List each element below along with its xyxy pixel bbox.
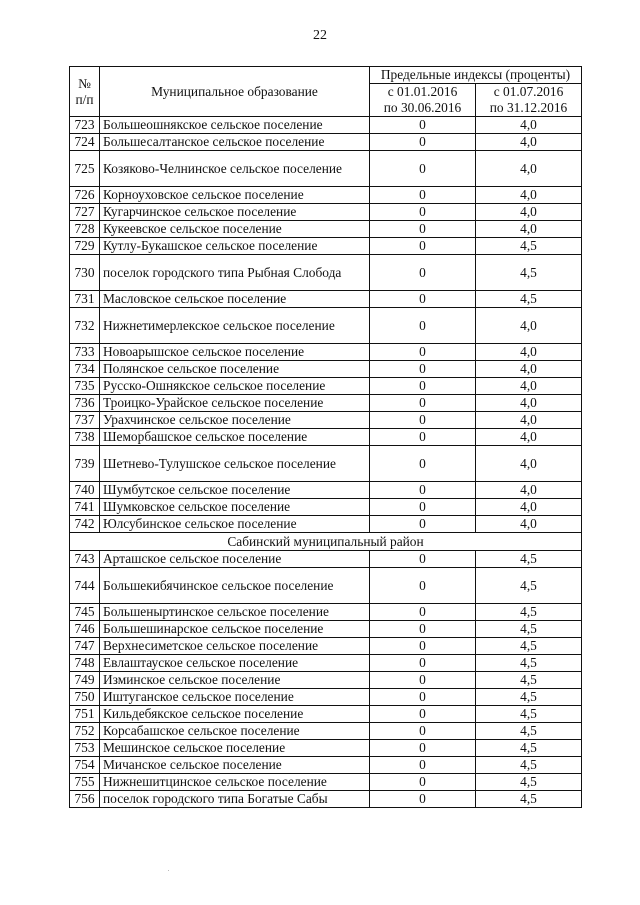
row-value-period-1: 0 [370, 308, 476, 344]
row-number: 741 [70, 499, 100, 516]
row-value-period-1: 0 [370, 446, 476, 482]
table-row [70, 395, 582, 412]
row-number: 754 [70, 757, 100, 774]
row-number: 734 [70, 361, 100, 378]
row-number: 736 [70, 395, 100, 412]
indices-table [69, 66, 582, 808]
row-number: 756 [70, 791, 100, 808]
row-number: 731 [70, 291, 100, 308]
table-row [70, 344, 582, 361]
row-value-period-2: 4,0 [476, 429, 582, 446]
row-name: Кильдебякское сельское поселение [100, 706, 370, 723]
row-name: Кукеевское сельское поселение [100, 221, 370, 238]
row-number: 749 [70, 672, 100, 689]
table-row [70, 238, 582, 255]
row-value-period-2: 4,5 [476, 774, 582, 791]
row-name: Русско-Ошнякское сельское поселение [100, 378, 370, 395]
header-name: Муниципальное образование [100, 67, 370, 117]
row-number: 739 [70, 446, 100, 482]
row-value-period-2: 4,5 [476, 706, 582, 723]
row-number: 728 [70, 221, 100, 238]
row-value-period-2: 4,5 [476, 568, 582, 604]
row-name: Большекибячинское сельское поселение [100, 568, 370, 604]
row-value-period-2: 4,5 [476, 238, 582, 255]
page-number: 22 [313, 28, 327, 43]
row-value-period-2: 4,5 [476, 791, 582, 808]
row-name: Большесалтанское сельское поселение [100, 134, 370, 151]
row-number: 752 [70, 723, 100, 740]
row-number: 747 [70, 638, 100, 655]
row-number: 729 [70, 238, 100, 255]
row-value-period-1: 0 [370, 482, 476, 499]
table-row [70, 446, 582, 482]
row-value-period-1: 0 [370, 204, 476, 221]
row-number: 732 [70, 308, 100, 344]
row-value-period-2: 4,0 [476, 187, 582, 204]
table-row [70, 151, 582, 187]
row-number: 750 [70, 689, 100, 706]
table-body-b [70, 551, 582, 808]
table-row [70, 221, 582, 238]
row-value-period-1: 0 [370, 689, 476, 706]
row-name: Шеморбашское сельское поселение [100, 429, 370, 446]
row-number: 737 [70, 412, 100, 429]
table-row [70, 482, 582, 499]
row-value-period-2: 4,5 [476, 689, 582, 706]
row-value-period-2: 4,5 [476, 638, 582, 655]
table-row [70, 255, 582, 291]
row-name: Троицко-Урайское сельское поселение [100, 395, 370, 412]
row-number: 735 [70, 378, 100, 395]
row-number: 730 [70, 255, 100, 291]
row-name: Шумковское сельское поселение [100, 499, 370, 516]
row-name: Иштуганское сельское поселение [100, 689, 370, 706]
row-value-period-2: 4,0 [476, 361, 582, 378]
header-row-1 [70, 67, 582, 84]
row-value-period-1: 0 [370, 412, 476, 429]
row-value-period-2: 4,5 [476, 672, 582, 689]
table-row [70, 621, 582, 638]
row-value-period-2: 4,5 [476, 740, 582, 757]
row-name: поселок городского типа Богатые Сабы [100, 791, 370, 808]
table-row [70, 551, 582, 568]
row-value-period-1: 0 [370, 117, 476, 134]
row-value-period-1: 0 [370, 740, 476, 757]
row-number: 725 [70, 151, 100, 187]
row-name: Корсабашское сельское поселение [100, 723, 370, 740]
row-name: Мешинское сельское поселение [100, 740, 370, 757]
row-number: 740 [70, 482, 100, 499]
row-value-period-2: 4,0 [476, 516, 582, 533]
table-row [70, 638, 582, 655]
header-indices: Предельные индексы (проценты) [370, 67, 582, 84]
table-row [70, 757, 582, 774]
table-row [70, 361, 582, 378]
row-number: 727 [70, 204, 100, 221]
header-num: № п/п [70, 67, 100, 117]
row-value-period-1: 0 [370, 291, 476, 308]
row-value-period-1: 0 [370, 429, 476, 446]
table-body-a [70, 117, 582, 533]
row-number: 724 [70, 134, 100, 151]
table-row [70, 134, 582, 151]
row-name: Корноуховское сельское поселение [100, 187, 370, 204]
table-row [70, 568, 582, 604]
row-value-period-1: 0 [370, 238, 476, 255]
table-row [70, 412, 582, 429]
header-period-1: с 01.01.2016 по 30.06.2016 [370, 84, 476, 117]
row-number: 723 [70, 117, 100, 134]
table-row [70, 291, 582, 308]
row-value-period-2: 4,0 [476, 204, 582, 221]
row-name: Шетнево-Тулушское сельское поселение [100, 446, 370, 482]
table-row [70, 499, 582, 516]
table-row [70, 706, 582, 723]
row-value-period-2: 4,0 [476, 412, 582, 429]
scan-mark [168, 870, 169, 871]
row-name: Полянское сельское поселение [100, 361, 370, 378]
row-name: Большеныртинское сельское поселение [100, 604, 370, 621]
row-value-period-1: 0 [370, 361, 476, 378]
table-row [70, 308, 582, 344]
row-value-period-2: 4,5 [476, 655, 582, 672]
row-value-period-1: 0 [370, 757, 476, 774]
table-row [70, 204, 582, 221]
row-value-period-1: 0 [370, 621, 476, 638]
row-value-period-1: 0 [370, 516, 476, 533]
row-value-period-2: 4,0 [476, 482, 582, 499]
row-value-period-1: 0 [370, 551, 476, 568]
row-number: 753 [70, 740, 100, 757]
row-value-period-2: 4,5 [476, 551, 582, 568]
row-value-period-2: 4,0 [476, 117, 582, 134]
table-row [70, 655, 582, 672]
row-value-period-1: 0 [370, 187, 476, 204]
row-value-period-1: 0 [370, 774, 476, 791]
row-name: Шумбутское сельское поселение [100, 482, 370, 499]
table-row [70, 378, 582, 395]
row-name: Юлсубинское сельское поселение [100, 516, 370, 533]
row-name: Большеошнякское сельское поселение [100, 117, 370, 134]
row-value-period-1: 0 [370, 604, 476, 621]
row-name: Нижнешитцинское сельское поселение [100, 774, 370, 791]
table-row [70, 774, 582, 791]
row-value-period-2: 4,0 [476, 344, 582, 361]
row-value-period-2: 4,0 [476, 499, 582, 516]
row-name: Большешинарское сельское поселение [100, 621, 370, 638]
row-number: 744 [70, 568, 100, 604]
row-value-period-1: 0 [370, 706, 476, 723]
row-value-period-1: 0 [370, 672, 476, 689]
row-value-period-1: 0 [370, 723, 476, 740]
row-name: Нижнетимерлекское сельское поселение [100, 308, 370, 344]
row-value-period-2: 4,5 [476, 255, 582, 291]
table-row [70, 187, 582, 204]
row-name: Кутлу-Букашское сельское поселение [100, 238, 370, 255]
header-period-2: с 01.07.2016 по 31.12.2016 [476, 84, 582, 117]
row-name: Новоарышское сельское поселение [100, 344, 370, 361]
row-number: 742 [70, 516, 100, 533]
row-value-period-2: 4,0 [476, 151, 582, 187]
row-number: 738 [70, 429, 100, 446]
row-value-period-1: 0 [370, 378, 476, 395]
row-value-period-1: 0 [370, 791, 476, 808]
section-title: Сабинский муниципальный район [70, 533, 582, 551]
row-value-period-1: 0 [370, 499, 476, 516]
row-number: 726 [70, 187, 100, 204]
row-name: Изминское сельское поселение [100, 672, 370, 689]
table-row [70, 723, 582, 740]
row-name: Урахчинское сельское поселение [100, 412, 370, 429]
row-name: Арташское сельское поселение [100, 551, 370, 568]
table-row [70, 429, 582, 446]
row-value-period-2: 4,0 [476, 378, 582, 395]
row-number: 755 [70, 774, 100, 791]
row-number: 751 [70, 706, 100, 723]
row-value-period-1: 0 [370, 134, 476, 151]
row-number: 748 [70, 655, 100, 672]
section-row [70, 533, 582, 551]
row-value-period-2: 4,0 [476, 446, 582, 482]
row-value-period-2: 4,0 [476, 221, 582, 238]
row-value-period-1: 0 [370, 568, 476, 604]
table-row [70, 604, 582, 621]
row-name: поселок городского типа Рыбная Слобода [100, 255, 370, 291]
section-body [70, 533, 582, 551]
row-name: Верхнесиметское сельское поселение [100, 638, 370, 655]
table-row [70, 516, 582, 533]
table-row [70, 672, 582, 689]
table-row [70, 117, 582, 134]
row-value-period-2: 4,5 [476, 291, 582, 308]
row-number: 745 [70, 604, 100, 621]
table-row [70, 740, 582, 757]
row-value-period-2: 4,5 [476, 604, 582, 621]
row-value-period-1: 0 [370, 638, 476, 655]
row-value-period-2: 4,5 [476, 757, 582, 774]
row-number: 733 [70, 344, 100, 361]
row-name: Кугарчинское сельское поселение [100, 204, 370, 221]
row-value-period-1: 0 [370, 655, 476, 672]
row-name: Козяково-Челнинское сельское поселение [100, 151, 370, 187]
row-value-period-1: 0 [370, 221, 476, 238]
row-value-period-2: 4,5 [476, 621, 582, 638]
row-value-period-1: 0 [370, 255, 476, 291]
row-name: Евлаштауское сельское поселение [100, 655, 370, 672]
table-row [70, 791, 582, 808]
row-value-period-2: 4,0 [476, 395, 582, 412]
row-value-period-2: 4,0 [476, 308, 582, 344]
table-row [70, 689, 582, 706]
row-value-period-2: 4,5 [476, 723, 582, 740]
row-value-period-1: 0 [370, 395, 476, 412]
row-value-period-2: 4,0 [476, 134, 582, 151]
row-number: 746 [70, 621, 100, 638]
row-value-period-1: 0 [370, 344, 476, 361]
row-name: Масловское сельское поселение [100, 291, 370, 308]
row-value-period-1: 0 [370, 151, 476, 187]
row-number: 743 [70, 551, 100, 568]
row-name: Мичанское сельское поселение [100, 757, 370, 774]
